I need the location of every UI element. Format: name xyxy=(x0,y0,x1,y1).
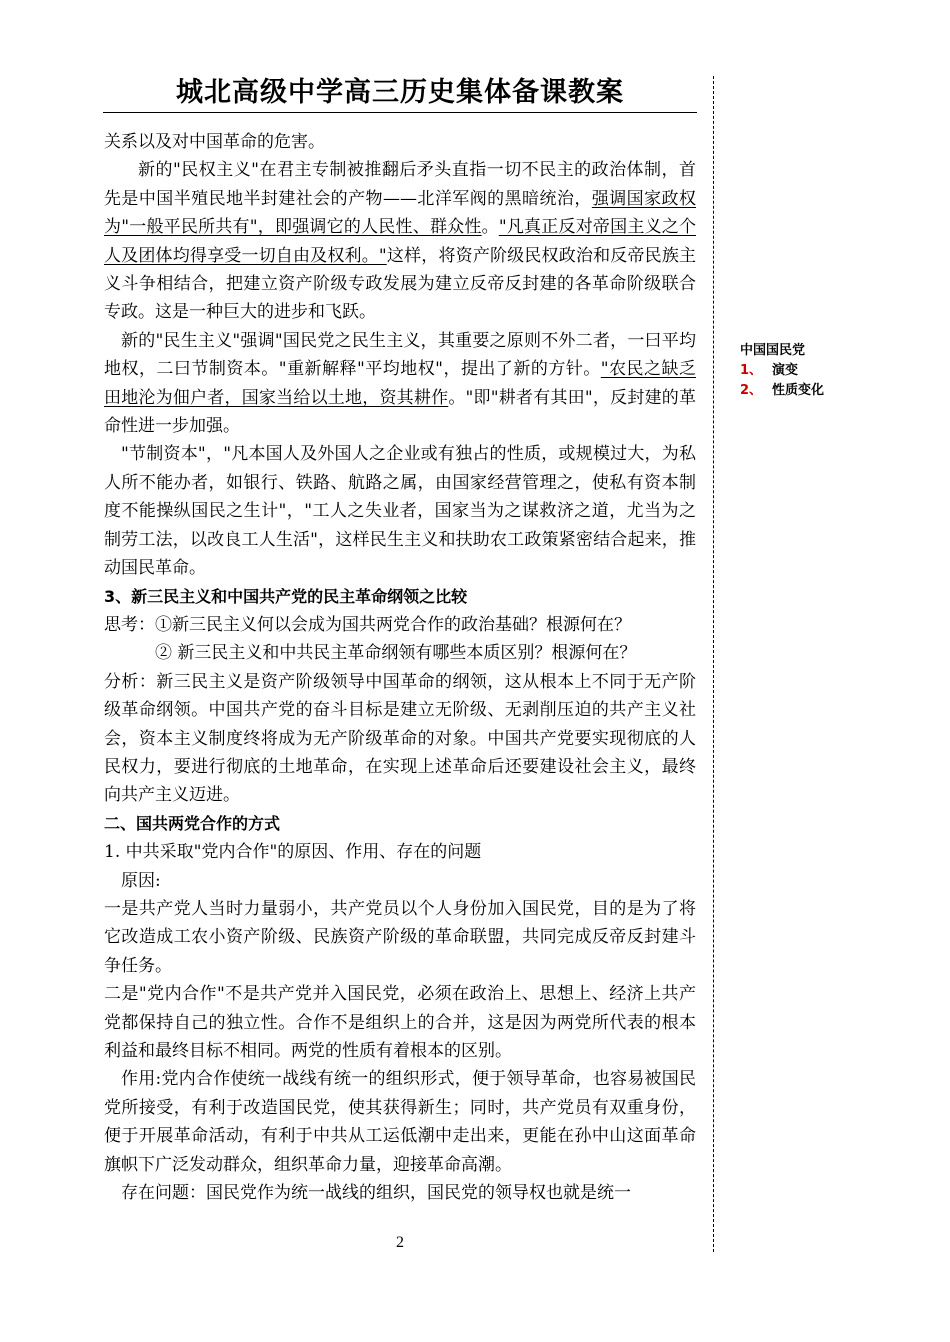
minsheng-text-a: 新的"民生主义"强调"国民党之民生主义，其重要之原则不外二者，一曰平均地权，二曰节制资本。"重新解释"平均地权"，提出了新的方针。 xyxy=(104,330,696,380)
paragraph-reason-1: 一是共产党人当时力量弱小，共产党员以个人身份加入国民党，目的是为了将它改造成工农小资产阶级、民族资产阶级的革命联盟，共同完成反帝反封建斗争任务。 xyxy=(104,898,696,976)
minquan-text-a: 新的"民权主义"在君主专制被推翻后矛头直指一切不民主的政治体制，首先是中国半殖民地半封建社会的产物——北洋军阀的黑暗统治， xyxy=(104,160,696,209)
margin-note-number: 1、 xyxy=(740,363,763,378)
minquan-underline-2: "凡真正反对帝国主义之个人及团体均得享受一切自由及权利。" xyxy=(104,217,696,266)
margin-note-number: 2、 xyxy=(740,383,763,398)
margin-note-label: 演变 xyxy=(772,363,799,378)
think-question-1: 思考：①新三民主义何以会成为国共两党合作的政治基础？根源何在？ xyxy=(104,614,631,635)
minquan-text-c: 这样，将资产阶级民权政治和反帝民族主义斗争相结合，把建立资产阶级专政发展为建立反帝反封建的各革命阶级联合专政。这是一种巨大的进步和飞跃。 xyxy=(104,245,697,323)
margin-note-title: 中国国民党 xyxy=(740,343,806,358)
margin-note-label: 性质变化 xyxy=(772,383,825,398)
title-underline xyxy=(103,112,697,113)
paragraph-minquan xyxy=(104,156,696,326)
page-number: 2 xyxy=(396,1234,404,1251)
section-heading-3: 3、新三民主义和中国共产党的民主革命纲领之比较 xyxy=(104,586,468,606)
margin-divider xyxy=(713,76,714,1252)
think-question-2: ② 新三民主义和中共民主革命纲领有哪些本质区别？根源何在？ xyxy=(155,643,637,664)
reason-label: 原因: xyxy=(121,870,161,891)
paragraph-effect: 作用:党内合作使统一战线有统一的组织形式，便于领导革命，也容易被国民党所接受，有利于改造国民党，使其获得新生；同时，共产党员有双重身份，便于开展革命活动，有利于中共从工运低潮中走出来，更能在孙中山这面革命旗帜下广泛发动群众，组织革命力量，迎接革命高潮。 xyxy=(104,1069,696,1175)
paragraph-continuation: 关系以及对中国革命的危害。 xyxy=(104,132,325,152)
section-heading-2: 二、国共两党合作的方式 xyxy=(104,813,281,833)
subheading-1: 1. 中共采取"党内合作"的原因、作用、存在的问题 xyxy=(104,842,482,863)
paragraph-reason-2: 二是"党内合作"不是共产党并入国民党，必须在政治上、思想上、经济上共产党都保持自己的独立性。合作不是组织上的合并，这是因为两党所代表的根本利益和最终目标不相同。两党的性质有着根本的区别。 xyxy=(104,984,696,1061)
main-text xyxy=(104,128,696,1207)
margin-note xyxy=(740,341,824,401)
paragraph-analysis: 分析：新三民主义是资产阶级领导中国革命的纲领，这从根本上不同于无产阶级革命纲领。中国共产党的奋斗目标是建立无阶级、无剥削压迫的共产主义社会，资本主义制度终将成为无产阶级革命的对象。中国共产党要实现彻底的人民权力，要进行彻底的土地革命，在实现上述革命后还要建设社会主义，最终向共产主义迈进。 xyxy=(104,671,696,806)
paragraph-minsheng xyxy=(104,327,696,441)
paragraph-jiezhi-ziben: "节制资本"，"凡本国人及外国人之企业或有独占的性质，或规模过大，为私人所不能办者，如银行、铁路、航路之属，由国家经营管理之，使私有资本制度不能操纵国民之生计"，"工人之失业者，国家当为之谋救济之道，尤当为之制劳工法，以改良工人生活"，这样民生主义和扶助农工政策紧密结合起来，推动国民革命。 xyxy=(104,444,696,579)
page-title: 城北高级中学高三历史集体备课教案 xyxy=(176,77,624,108)
margin-note-item xyxy=(740,361,824,381)
margin-note-item xyxy=(740,381,824,401)
minquan-text-b: 。 xyxy=(481,217,499,238)
minquan-underline-1: 强调国家政权为"一般平民所共有"，即强调它的人民性、群众性 xyxy=(104,188,696,238)
paragraph-problem: 存在问题：国民党作为统一战线的组织，国民党的领导权也就是统一 xyxy=(121,1183,631,1204)
minsheng-text-b: 。"即"耕者有其田"，反封建的革命性进一步加强。 xyxy=(104,387,696,437)
minsheng-underline: "农民之缺乏田地沦为佃户者，国家当给以土地，资其耕作 xyxy=(104,359,696,408)
